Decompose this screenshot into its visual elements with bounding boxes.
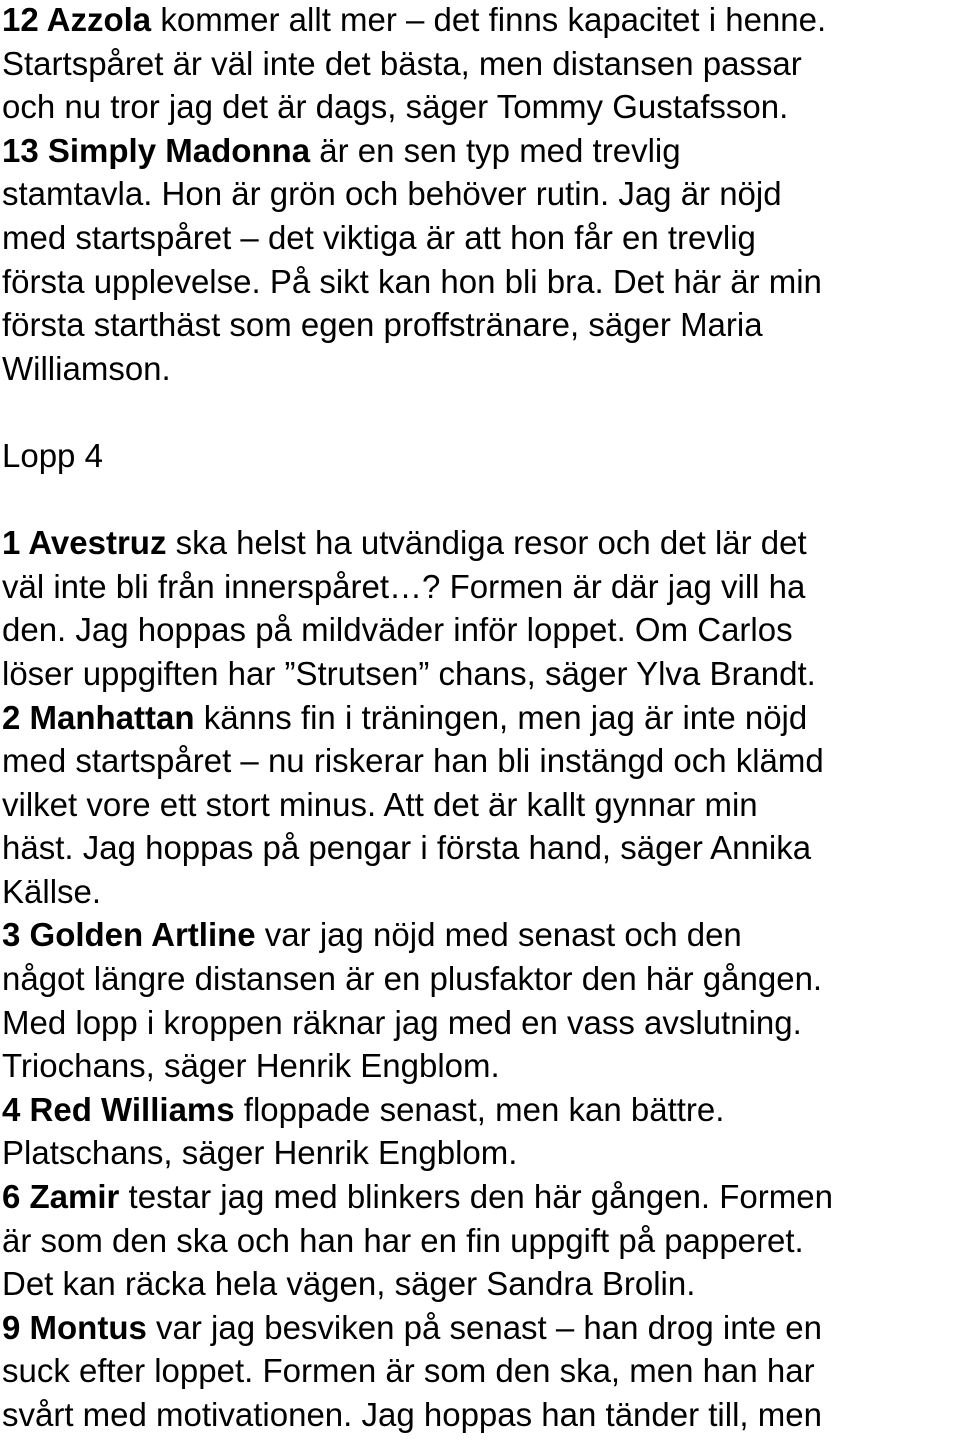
text-line: 4 Red Williams floppade senast, men kan bättre. (2, 1090, 725, 1128)
entry-13-simply-madonna (0, 129, 960, 391)
horse-name: 13 Simply Madonna (2, 131, 311, 169)
text-line: löser uppgiften har ”Strutsen” chans, säger Ylva Brandt. (2, 654, 816, 692)
horse-name: 2 Manhattan (2, 698, 195, 736)
text-line: Startspåret är väl inte det bästa, men distansen passar (2, 44, 802, 82)
text-line: med startspåret – nu riskerar han bli instängd och klämd (2, 742, 824, 780)
section-heading: Lopp 4 (2, 436, 103, 474)
text-line: den. Jag hoppas på mildväder inför loppet. Om Carlos (2, 611, 793, 649)
text-line: 6 Zamir testar jag med blinkers den här gången. Formen (2, 1178, 833, 1216)
text-line: 2 Manhattan känns fin i träningen, men jag är inte nöjd (2, 698, 808, 736)
horse-name: 12 Azzola (2, 1, 152, 38)
entry-6-zamir (0, 1175, 960, 1306)
horse-name: 9 Montus (2, 1308, 147, 1346)
entry-9-montus (0, 1306, 960, 1437)
entry-1-avestruz (0, 521, 960, 695)
horse-name: 3 Golden Artline (2, 916, 256, 954)
text-line: häst. Jag hoppas på pengar i första hand, säger Annika (2, 829, 812, 867)
text-line: Triochans, säger Henrik Engblom. (2, 1047, 500, 1085)
text-line: något längre distansen är en plusfaktor den här gången. (2, 960, 823, 998)
text-line: suck efter loppet. Formen är som den ska, men han har (2, 1352, 815, 1390)
text-line: är som den ska och han har en fin uppgift på papperet. (2, 1221, 804, 1259)
paragraph-spacer (0, 478, 960, 522)
text-line: svårt med motivationen. Jag hoppas han tänder till, men (2, 1396, 822, 1433)
text-line: med startspåret – det viktiga är att hon får en trevlig (2, 218, 756, 256)
entry-12-azzola (0, 0, 960, 129)
text-line: 12 Azzola kommer allt mer – det finns kapacitet i henne. (2, 1, 827, 38)
text-line: Williamson. (2, 349, 171, 387)
text-line: 9 Montus var jag besviken på senast – han drog inte en (2, 1308, 822, 1346)
horse-name: 4 Red Williams (2, 1090, 235, 1128)
text-line: vilket vore ett stort minus. Att det är kallt gynnar min (2, 785, 758, 823)
section-heading-lopp-4 (0, 434, 960, 478)
text-line: Det kan räcka hela vägen, säger Sandra Brolin. (2, 1265, 696, 1303)
text-line: stamtavla. Hon är grön och behöver rutin. Jag är nöjd (2, 175, 782, 213)
text-line: Med lopp i kroppen räknar jag med en vass avslutning. (2, 1003, 802, 1041)
text-line: och nu tror jag det är dags, säger Tommy Gustafsson. (2, 88, 789, 126)
horse-name: 6 Zamir (2, 1178, 120, 1216)
entry-3-golden-artline (0, 913, 960, 1087)
text-line: första starthäst som egen proffstränare, säger Maria (2, 306, 763, 344)
entry-2-manhattan (0, 696, 960, 914)
text-line: 1 Avestruz ska helst ha utvändiga resor och det lär det (2, 524, 807, 562)
text-line: 3 Golden Artline var jag nöjd med senast och den (2, 916, 742, 954)
paragraph-spacer (0, 390, 960, 434)
text-line: första upplevelse. På sikt kan hon bli bra. Det här är min (2, 262, 822, 300)
text-line: Platschans, säger Henrik Engblom. (2, 1134, 518, 1172)
text-line: väl inte bli från innerspåret…? Formen är där jag vill ha (2, 567, 806, 605)
text-line: Källse. (2, 872, 102, 910)
horse-name: 1 Avestruz (2, 524, 167, 562)
entry-4-red-williams (0, 1088, 960, 1175)
text-line: 13 Simply Madonna är en sen typ med trevlig (2, 131, 681, 169)
